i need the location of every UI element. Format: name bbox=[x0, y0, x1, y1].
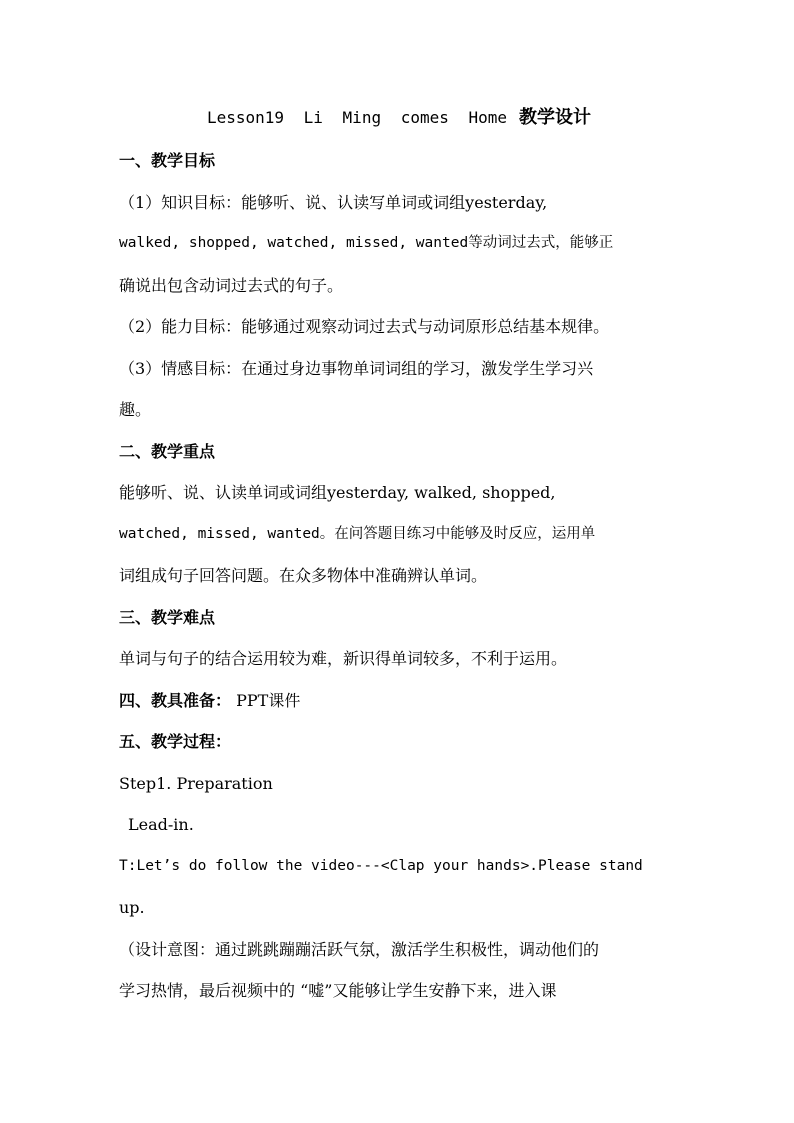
section-heading-teaching-aids: 四、教具准备： bbox=[119, 690, 232, 710]
objective-knowledge-line3: 确说出包含动词过去式的句子。 bbox=[119, 275, 344, 295]
key-points-line3: 词组成句子回答问题。在众多物体中准确辨认单词。 bbox=[119, 566, 488, 585]
section-heading-key-points: 二、教学重点 bbox=[119, 441, 216, 461]
title-english: Lesson19 Li Ming comes Home bbox=[206, 108, 508, 127]
key-points-line2: watched, missed, wanted。在问答题目练习中能够及时反应，运用单 bbox=[119, 525, 596, 542]
teacher-line2: up. bbox=[119, 898, 145, 917]
teaching-aids-line bbox=[119, 680, 679, 722]
lead-in: Lead-in. bbox=[128, 815, 194, 834]
difficulties-line1: 单词与句子的结合运用较为难，新识得单词较多，不利于运用。 bbox=[119, 649, 568, 668]
title-chinese: 教学设计 bbox=[519, 107, 592, 128]
objective-emotion-line2: 趣。 bbox=[119, 400, 152, 419]
teacher-line1: T:Let’s do follow the video---<Clap your hands>.Please stand bbox=[119, 857, 643, 874]
design-intent-line1: （设计意图：通过跳跳蹦蹦活跃气氛，激活学生积极性，调动他们的 bbox=[119, 939, 600, 959]
section-heading-objectives: 一、教学目标 bbox=[119, 151, 216, 170]
document-title bbox=[119, 100, 679, 136]
objective-knowledge-line1: （1）知识目标：能够听、说、认读写单词或词组yesterday, bbox=[119, 192, 548, 212]
document-page bbox=[119, 100, 679, 1012]
objective-ability: （2）能力目标：能够通过观察动词过去式与动词原形总结基本规律。 bbox=[119, 317, 610, 336]
section-heading-difficulties: 三、教学难点 bbox=[119, 607, 216, 627]
section-heading-process: 五、教学过程： bbox=[119, 732, 232, 751]
step1-heading: Step1. Preparation bbox=[119, 773, 273, 793]
objective-knowledge-line2: walked, shopped, watched, missed, wanted等动词过去式，能够正 bbox=[119, 235, 614, 251]
design-intent-line2: 学习热情，最后视频中的 “嘘”又能够让学生安静下来，进入课 bbox=[119, 981, 557, 1000]
objective-emotion-line1: （3）情感目标：在通过身边事物单词词组的学习，激发学生学习兴 bbox=[119, 358, 594, 378]
teaching-aids-value: PPT课件 bbox=[236, 690, 301, 710]
key-points-line1: 能够听、说、认读单词或词组yesterday, walked, shopped, bbox=[119, 483, 556, 502]
